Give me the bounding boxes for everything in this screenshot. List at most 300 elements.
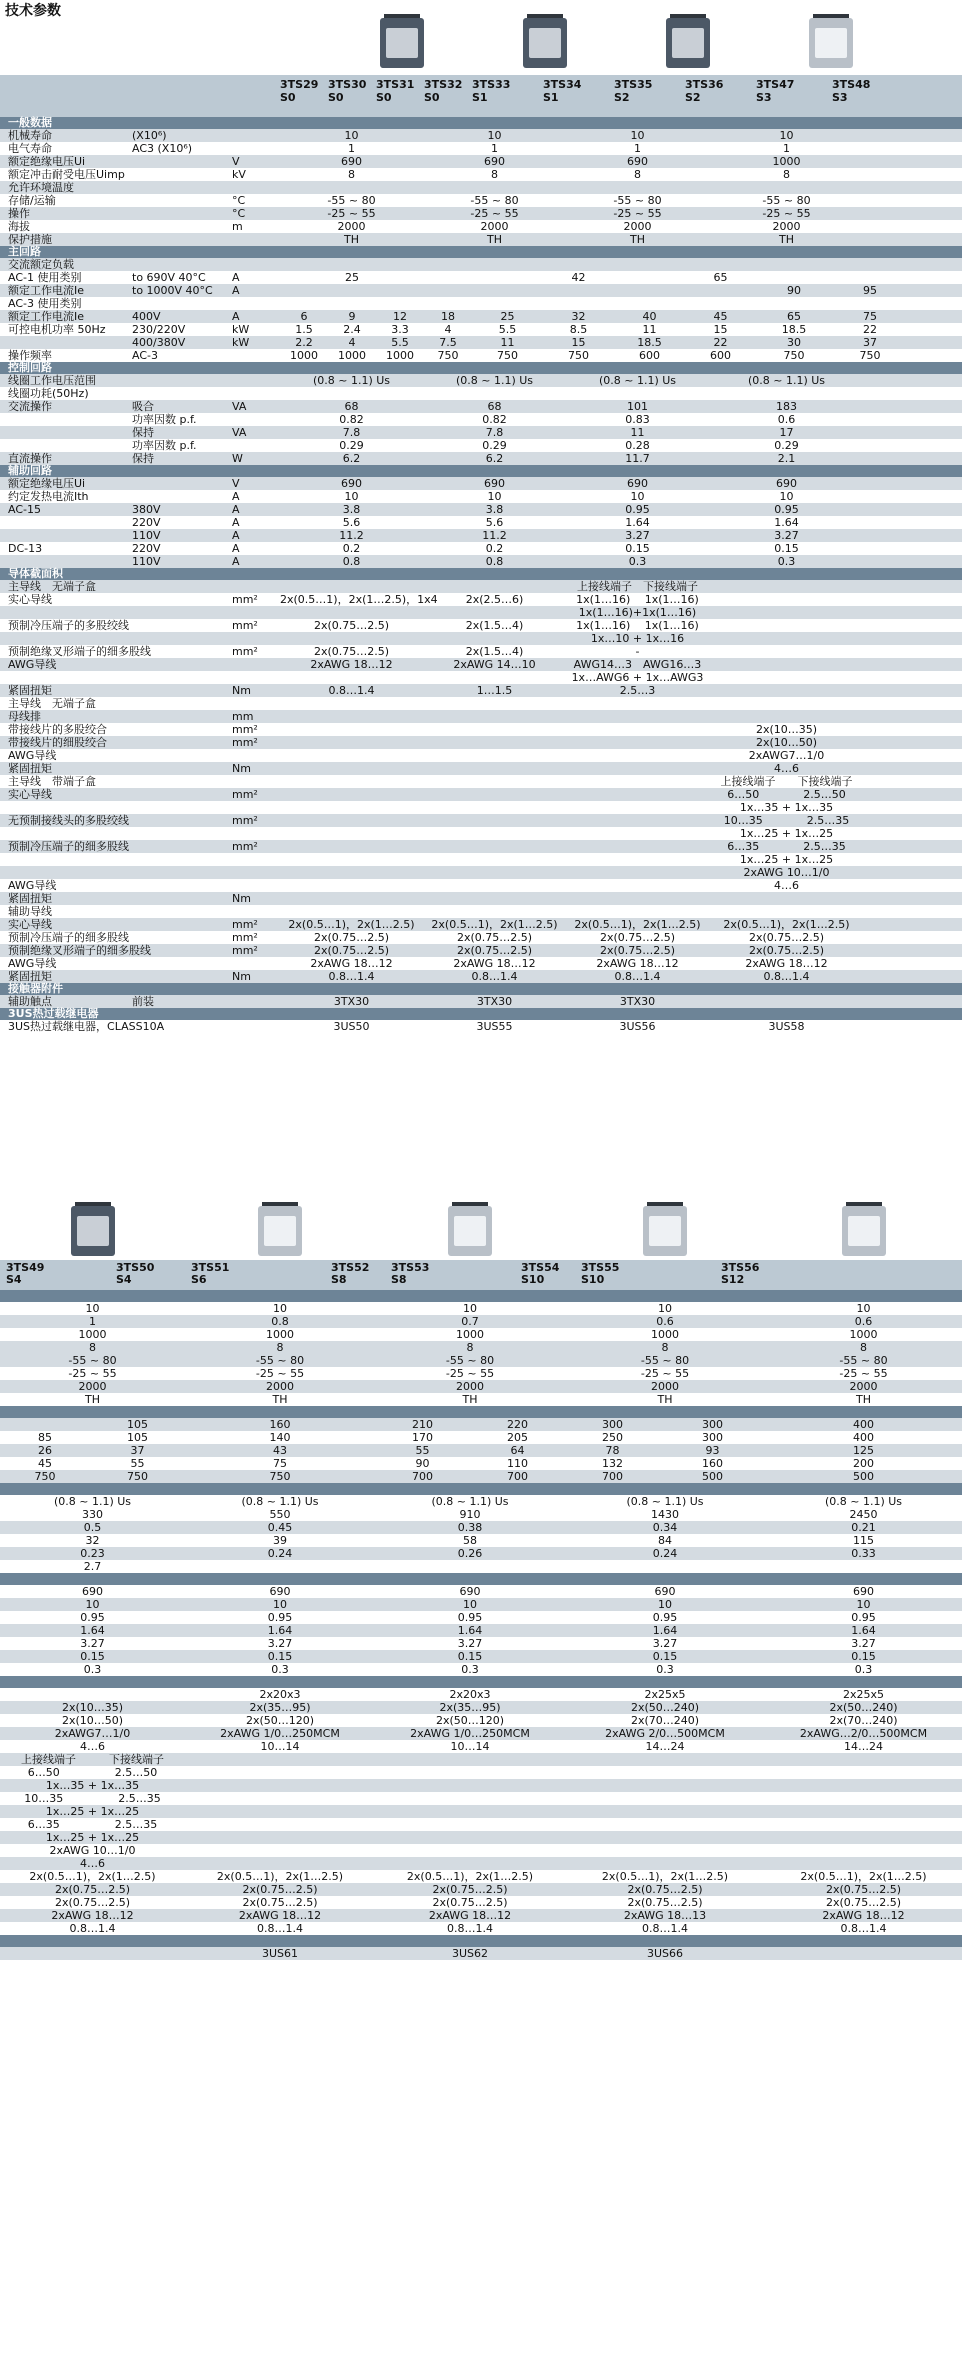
- row-value: 1.5: [295, 323, 313, 336]
- row-value: TH: [487, 233, 502, 246]
- row-value: 10: [463, 1302, 477, 1315]
- row-value: 2xAWG 18…12: [310, 658, 393, 671]
- row-unit: A: [232, 542, 240, 555]
- row-value: 0.8…1.4: [840, 1922, 887, 1935]
- row-value: 2x(1.5…4): [465, 619, 524, 632]
- table-row: [0, 944, 962, 957]
- row-value: [709, 658, 864, 671]
- row-value: [765, 1560, 962, 1573]
- row-value: [280, 840, 423, 853]
- header-model: 3TS35 S2: [614, 78, 653, 104]
- row-value: [423, 801, 566, 814]
- row-value: 500: [853, 1470, 874, 1483]
- row-label: [0, 336, 132, 349]
- row-value: 0.2: [342, 542, 361, 555]
- table-row: [0, 1341, 962, 1354]
- row-value: TH: [85, 1393, 100, 1406]
- row-value: 95: [863, 284, 877, 297]
- row-value: 0.7: [461, 1315, 479, 1328]
- row-value: 2000: [266, 1380, 294, 1393]
- row-sub: [132, 181, 232, 194]
- row-value: 0.3: [854, 1663, 873, 1676]
- row-label: [0, 529, 132, 542]
- row-value: 2x(10…50): [755, 736, 818, 749]
- row-sub: [132, 710, 232, 723]
- table-row: [0, 181, 962, 194]
- table-row: [0, 1896, 962, 1909]
- row-value: 10…14: [450, 1740, 490, 1753]
- row-value: -55 ~ 80: [762, 194, 811, 207]
- row-value: 2x(0.75…2.5): [242, 1883, 318, 1896]
- row-value: 0.8…1.4: [447, 1922, 493, 1935]
- row-value: 3.8: [485, 503, 504, 516]
- row-value: 690: [341, 155, 362, 168]
- row-value: [375, 1779, 565, 1792]
- row-value: 200: [853, 1457, 874, 1470]
- row-label: AWG导线: [8, 957, 57, 970]
- row-value: 2x20x3: [259, 1688, 301, 1701]
- row-value: 0.33: [851, 1547, 876, 1560]
- row-unit: mm²: [232, 645, 258, 658]
- relay-row: [0, 1947, 962, 1960]
- table-row: [0, 1315, 962, 1328]
- row-value: 2000: [651, 1380, 679, 1393]
- contactor-face: [649, 1216, 681, 1246]
- row-unit: Nm: [232, 762, 251, 775]
- row-value: [472, 271, 543, 284]
- row-value: [376, 284, 424, 297]
- row-value: 105: [127, 1431, 148, 1444]
- row-unit: [232, 749, 280, 762]
- row-label: [0, 606, 132, 619]
- row-unit: Nm: [232, 892, 251, 905]
- row-value: 6…50 2.5…50: [27, 1766, 158, 1779]
- row-value: 750: [34, 1470, 56, 1483]
- row-unit: [232, 258, 280, 271]
- table-row: [0, 1354, 962, 1367]
- photo-cell: [565, 1200, 765, 1260]
- table-row: [0, 1857, 962, 1870]
- row-value: 0.8…1.4: [763, 970, 810, 983]
- row-value: 64: [510, 1444, 525, 1457]
- row-value: 3US66: [646, 1947, 684, 1960]
- row-value: 2xAWG…2/0…500MCM: [799, 1727, 928, 1740]
- row-value: 160: [269, 1418, 291, 1431]
- photo-cell: [375, 1200, 565, 1260]
- row-sub: [132, 853, 232, 866]
- row-sub: [132, 387, 232, 400]
- row-sub: [132, 671, 232, 684]
- row-sub: [132, 580, 232, 593]
- row-value: 550: [269, 1508, 291, 1521]
- row-label: 操作: [8, 207, 30, 220]
- row-sub: 保持: [132, 426, 154, 439]
- row-unit: [232, 905, 280, 918]
- table-row: [0, 1020, 962, 1033]
- table-row: [0, 723, 962, 736]
- row-label: 额定工作电流Ie: [8, 310, 85, 323]
- row-value: 2xAWG 18…12: [596, 957, 679, 970]
- row-value: [565, 1844, 765, 1857]
- row-value: 2x(0.5…1)，2x(1…2.5): [29, 1870, 156, 1883]
- row-sub: [132, 658, 232, 671]
- row-unit: mm: [232, 710, 254, 723]
- row-value: [566, 749, 709, 762]
- row-unit: VA: [232, 400, 247, 413]
- row-value: 9: [348, 310, 356, 323]
- row-value: 2xAWG 18…12: [822, 1909, 905, 1922]
- row-value: 32: [85, 1534, 100, 1547]
- row-unit: m: [232, 220, 243, 233]
- table-row: [0, 710, 962, 723]
- table-row: [0, 840, 962, 853]
- row-value: 45: [38, 1457, 52, 1470]
- row-value: 2x(0.5…1)，2x(1…2.5): [574, 918, 701, 931]
- row-value: 2x(10…35): [61, 1701, 124, 1714]
- row-value: [765, 1766, 962, 1779]
- row-value: [709, 580, 864, 593]
- row-value: 2x(0.75…2.5): [456, 931, 533, 944]
- row-value: [280, 736, 423, 749]
- row-value: 2x(0.5…1)，2x(1…2.5): [431, 918, 558, 931]
- row-value: 690: [776, 477, 797, 490]
- row-label: 交流操作: [8, 400, 52, 413]
- row-value: [566, 801, 709, 814]
- row-value: 0.95: [457, 1611, 483, 1624]
- row-value: 2000: [849, 1380, 878, 1393]
- row-value: [565, 1766, 765, 1779]
- row-value: 4: [444, 323, 452, 336]
- row-unit: [232, 866, 280, 879]
- row-sub: [132, 840, 232, 853]
- row-value: 2x(50…240): [829, 1701, 898, 1714]
- row-value: [423, 697, 566, 710]
- section-band: [0, 1483, 962, 1495]
- row-value: [709, 645, 864, 658]
- row-unit: [232, 632, 280, 645]
- row-value: 0.24: [267, 1547, 293, 1560]
- row-value: [709, 619, 864, 632]
- row-value: 5.6: [485, 516, 504, 529]
- row-value: [376, 271, 424, 284]
- row-value: [565, 1805, 765, 1818]
- row-value: [375, 1766, 565, 1779]
- row-value: 2.7: [83, 1560, 102, 1573]
- table-row: [0, 762, 962, 775]
- row-label: AC-15: [8, 503, 41, 516]
- row-value: [566, 788, 709, 801]
- section-band: [0, 1406, 962, 1418]
- row-value: 0.8…1.4: [471, 970, 518, 983]
- row-value: [185, 1805, 375, 1818]
- row-value: 3.8: [342, 503, 361, 516]
- table-row: [0, 827, 962, 840]
- row-unit: kV: [232, 168, 246, 181]
- row-value: [472, 297, 543, 310]
- row-value: 0.26: [457, 1547, 483, 1560]
- row-value: [685, 284, 756, 297]
- row-value: [185, 1831, 375, 1844]
- row-value: 10: [779, 129, 794, 142]
- row-value: 10: [344, 129, 359, 142]
- row-value: 1x…35 + 1x…35: [45, 1779, 140, 1792]
- row-value: TH: [779, 233, 794, 246]
- row-value: 0.6: [656, 1315, 674, 1328]
- contactor-face: [815, 28, 847, 58]
- row-value: -55 ~ 80: [839, 1354, 888, 1367]
- row-value: [423, 788, 566, 801]
- table-row: [0, 580, 962, 593]
- table-row: [0, 503, 962, 516]
- row-value: 58: [463, 1534, 477, 1547]
- row-label: 实心导线: [8, 593, 52, 606]
- row-sub: [132, 374, 232, 387]
- row-value: 22: [863, 323, 877, 336]
- row-value: 15: [571, 336, 586, 349]
- row-value: 2x(0.75…2.5): [313, 619, 390, 632]
- table-row: [0, 957, 962, 970]
- row-value: 2xAWG 10…1/0: [743, 866, 830, 879]
- row-value: [375, 1818, 565, 1831]
- row-label: [0, 516, 132, 529]
- row-label: AWG导线: [8, 879, 57, 892]
- row-value: 2xAWG7…1/0: [54, 1727, 131, 1740]
- section-band: [0, 1676, 962, 1688]
- row-value: 2450: [849, 1508, 878, 1521]
- row-value: 1x(1…16)+1x(1…16): [578, 606, 697, 619]
- row-value: 1: [491, 142, 498, 155]
- row-unit: mm²: [232, 736, 258, 749]
- section-band: [0, 1935, 962, 1947]
- row-sub: [132, 220, 232, 233]
- row-label: 预制绝缘叉形端子的细多股线: [8, 944, 151, 957]
- table-row: [0, 606, 962, 619]
- row-value: 2x(0.5…1)，2x(1…2.5): [406, 1870, 534, 1883]
- row-value: 1x…25 + 1x…25: [45, 1831, 140, 1844]
- row-value: [185, 1766, 375, 1779]
- contactor-face: [672, 28, 704, 58]
- row-value: 2x(0.75…2.5): [599, 931, 676, 944]
- row-unit: [232, 297, 280, 310]
- table-row: [0, 788, 962, 801]
- row-label: [0, 801, 132, 814]
- row-value: -25 ~ 55: [255, 1367, 305, 1380]
- row-value: 55: [130, 1457, 145, 1470]
- row-value: 37: [863, 336, 877, 349]
- row-value: [709, 995, 864, 1008]
- row-unit: [232, 439, 280, 452]
- row-value: 84: [658, 1534, 672, 1547]
- row-value: 3US50: [333, 1020, 370, 1033]
- table-row: [0, 970, 962, 983]
- row-value: 8: [860, 1341, 867, 1354]
- row-value: 4…6: [80, 1857, 105, 1870]
- table-row: [0, 1457, 962, 1470]
- row-sub: [132, 645, 232, 658]
- row-value: 2xAWG 18…12: [310, 957, 393, 970]
- row-value: 0.8: [485, 555, 504, 568]
- row-unit: [232, 142, 280, 155]
- row-value: 690: [627, 477, 648, 490]
- row-value: 2000: [772, 220, 801, 233]
- table-row: [0, 736, 962, 749]
- row-value: 0.15: [774, 542, 799, 555]
- row-value: [280, 181, 423, 194]
- row-value: 0.15: [851, 1650, 876, 1663]
- table-2: [0, 1188, 962, 1960]
- row-value: 1.64: [851, 1624, 876, 1637]
- row-value: 3US56: [619, 1020, 656, 1033]
- row-value: 2x(0.75…2.5): [627, 1883, 703, 1896]
- header-model: 3TS54 S10: [521, 1261, 560, 1286]
- row-value: 750: [497, 349, 518, 362]
- row-value: (0.8 ~ 1.1) Us: [747, 374, 826, 387]
- row-value: 0.8…1.4: [69, 1922, 116, 1935]
- row-value: [765, 1818, 962, 1831]
- row-sub: [132, 931, 232, 944]
- row-value: 1x…10 + 1x…16: [590, 632, 685, 645]
- row-value: [765, 1805, 962, 1818]
- row-value: AWG14…3 AWG16…3: [573, 658, 702, 671]
- row-sub: [132, 194, 232, 207]
- row-value: [709, 905, 864, 918]
- row-value: 750: [568, 349, 589, 362]
- row-label: 实心导线: [8, 788, 52, 801]
- row-value: [185, 1792, 375, 1805]
- section-band: [0, 1573, 962, 1585]
- row-value: 8: [783, 168, 790, 181]
- row-value: 330: [82, 1508, 103, 1521]
- row-value: [685, 297, 756, 310]
- row-value: [685, 258, 756, 271]
- row-sub: 110V: [132, 555, 161, 568]
- table-row: [0, 1431, 962, 1444]
- row-sub: 前装: [132, 995, 154, 1008]
- row-value: [565, 1857, 765, 1870]
- row-value: [0, 1418, 90, 1431]
- row-value: -25 ~ 55: [327, 207, 376, 220]
- row-unit: [232, 181, 280, 194]
- row-value: 2.1: [777, 452, 796, 465]
- table-row: [0, 866, 962, 879]
- row-value: [566, 866, 709, 879]
- row-sub: [132, 593, 232, 606]
- row-value: 2x(0.75…2.5): [242, 1896, 318, 1909]
- row-value: 14…24: [645, 1740, 685, 1753]
- row-value: 1000: [266, 1328, 294, 1341]
- row-unit: [232, 827, 280, 840]
- row-value: 8: [466, 1341, 474, 1354]
- row-label: 预制绝缘叉形端子的细多股线: [8, 645, 151, 658]
- row-value: 2x(10…35): [755, 723, 818, 736]
- row-value: 2x(35…95): [249, 1701, 311, 1714]
- row-value: 2x(70…240): [630, 1714, 700, 1727]
- section-band-control: 控制回路: [0, 362, 962, 374]
- row-unit: [232, 957, 280, 970]
- row-unit: mm²: [232, 723, 258, 736]
- row-value: 205: [507, 1431, 528, 1444]
- row-label: 主导线 无端子盒: [8, 697, 96, 710]
- row-value: 68: [487, 400, 502, 413]
- table-row: [0, 593, 962, 606]
- row-value: [280, 697, 423, 710]
- table-row: [0, 1444, 962, 1457]
- row-value: 8.5: [569, 323, 588, 336]
- row-value: [423, 853, 566, 866]
- row-value: [565, 1560, 765, 1573]
- header-model: 3TS48 S3: [832, 78, 871, 104]
- row-value: [280, 762, 423, 775]
- table-row: [0, 168, 962, 181]
- row-value: [423, 879, 566, 892]
- row-value: 10: [658, 1302, 672, 1315]
- row-value: 101: [627, 400, 648, 413]
- row-value: 1000: [386, 349, 414, 362]
- row-value: 1x…35 + 1x…35: [739, 801, 834, 814]
- row-value: 3.27: [457, 1637, 483, 1650]
- row-value: 2xAWG 18…12: [51, 1909, 134, 1922]
- row-value: (0.8 ~ 1.1) Us: [455, 374, 534, 387]
- row-value: 2x(0.5…1)，2x(1…2.5)，1x4: [280, 593, 438, 606]
- table-row: [0, 853, 962, 866]
- row-value: 18.5: [781, 323, 807, 336]
- row-value: 0.5: [83, 1521, 102, 1534]
- table-row: [0, 452, 962, 465]
- row-value: [280, 258, 328, 271]
- row-sub: [132, 749, 232, 762]
- row-value: -55 ~ 80: [613, 194, 662, 207]
- row-value: 2.5…3: [619, 684, 656, 697]
- row-value: 1.64: [267, 1624, 293, 1637]
- row-value: 2x25x5: [644, 1688, 686, 1701]
- row-value: [280, 749, 423, 762]
- row-value: 0.24: [652, 1547, 678, 1560]
- row-value: (0.8 ~ 1.1) Us: [312, 374, 391, 387]
- row-value: 1000: [290, 349, 318, 362]
- table-row: [0, 220, 962, 233]
- row-value: 11.2: [339, 529, 364, 542]
- row-value: [423, 632, 566, 645]
- row-value: 上接线端子 下接线端子: [720, 775, 853, 788]
- row-value: 2x(0.75…2.5): [54, 1896, 131, 1909]
- row-value: -55 ~ 80: [255, 1354, 305, 1367]
- header-model: 3TS33 S1: [472, 78, 511, 104]
- row-sub: 400/380V: [132, 336, 186, 349]
- table-row: [0, 336, 962, 349]
- contactor-image: [834, 1200, 894, 1260]
- row-sub: (X10⁶): [132, 129, 167, 142]
- row-label: 额定冲击耐受电压Uimp: [8, 168, 125, 181]
- row-value: [328, 258, 376, 271]
- row-sub: [132, 944, 232, 957]
- row-value: 4: [348, 336, 356, 349]
- row-value: [280, 297, 328, 310]
- row-sub: 保持: [132, 452, 154, 465]
- row-label: 海拔: [8, 220, 30, 233]
- row-value: (0.8 ~ 1.1) Us: [598, 374, 677, 387]
- row-label: AWG导线: [8, 749, 57, 762]
- row-unit: mm²: [232, 918, 258, 931]
- row-value: 10: [344, 490, 359, 503]
- row-value: [375, 1560, 565, 1573]
- row-value: [614, 271, 685, 284]
- table-row: [0, 749, 962, 762]
- row-sub: [132, 723, 232, 736]
- row-value: [614, 258, 685, 271]
- row-value: [424, 284, 472, 297]
- row-sub: 220V: [132, 542, 161, 555]
- row-label: AWG导线: [8, 658, 57, 671]
